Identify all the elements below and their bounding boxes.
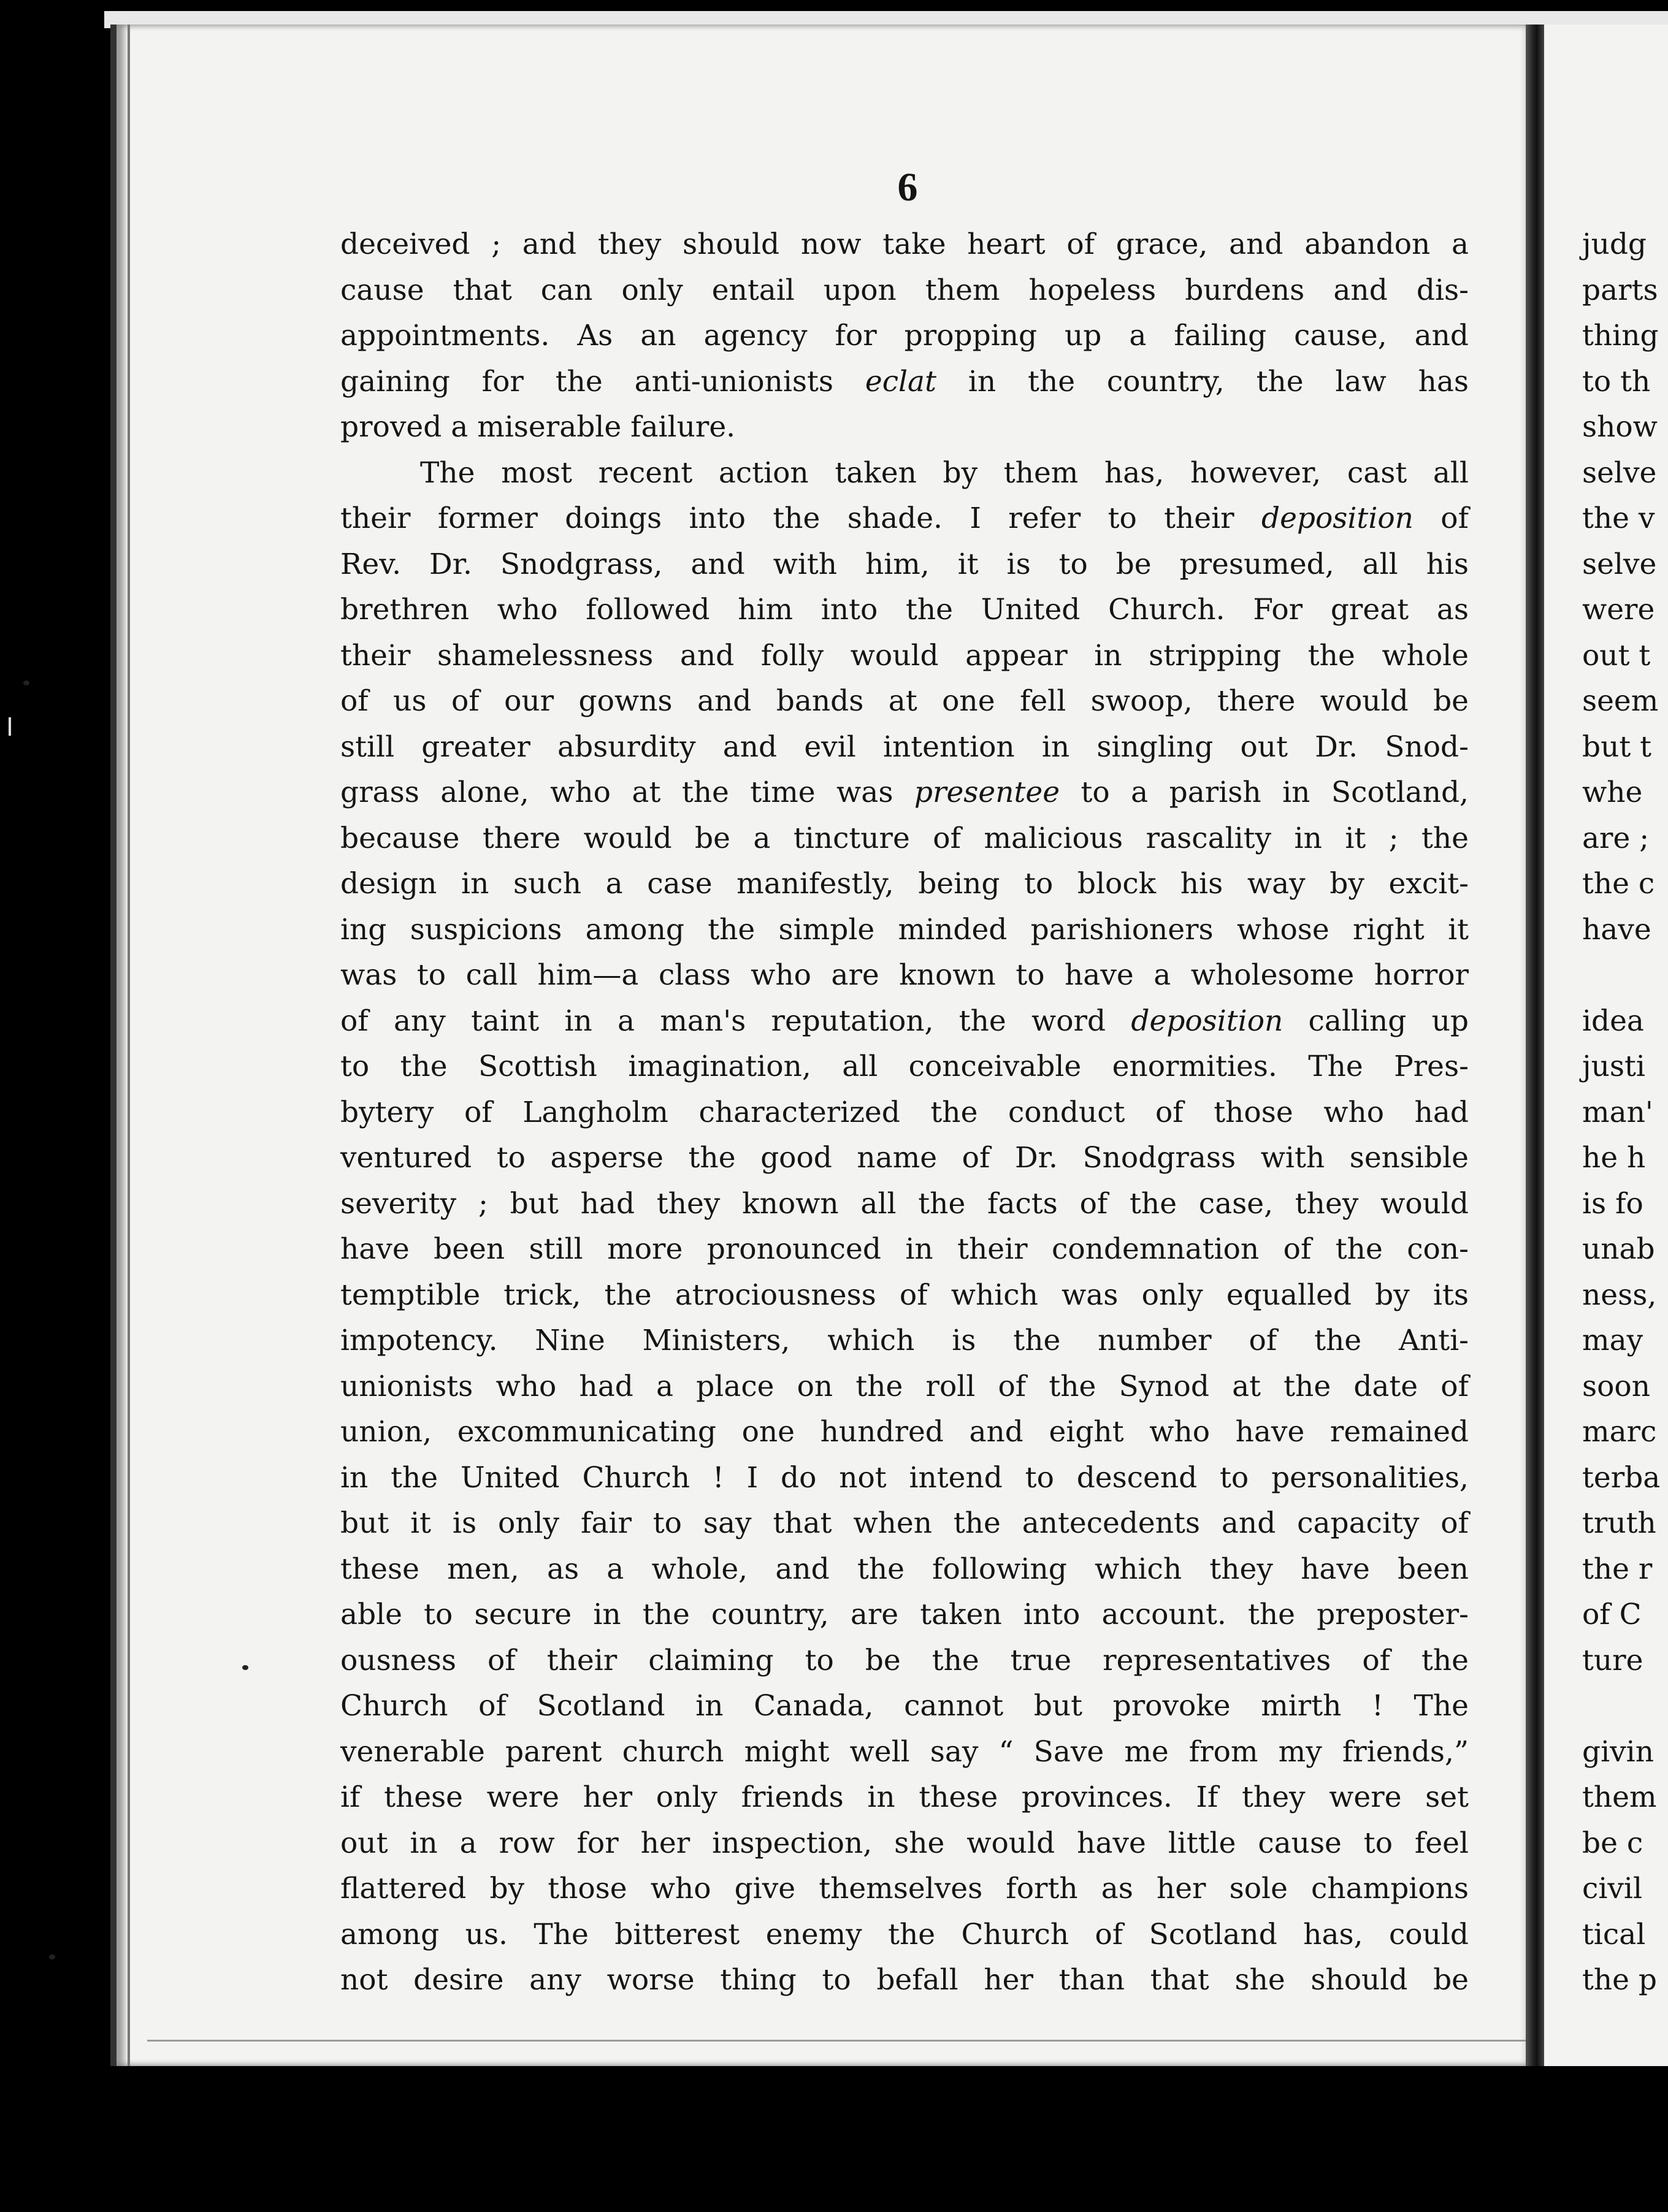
text-line: of any taint in a man's reputation, the word deposition calling up (340, 1004, 1469, 1038)
fragment-line: is fo (1582, 1186, 1643, 1221)
speck-mark (49, 1955, 55, 1959)
text-line: appointments. As an agency for propping up a failing cause, and (340, 319, 1469, 353)
text-line: to the Scottish imagination, all conceivable enormities. The Pres- (340, 1050, 1469, 1083)
fragment-line: of C (1582, 1598, 1642, 1631)
margin-tick (9, 717, 11, 736)
text-line: Rev. Dr. Snodgrass, and with him, it is to be presumed, all his (340, 547, 1469, 581)
text-line: cause that can only entail upon them hopeless burdens and dis- (340, 273, 1469, 307)
fragment-line: tical (1582, 1917, 1646, 1951)
text-line: flattered by those who give themselves forth as her sole champions (340, 1872, 1469, 1905)
text-line: union, excommunicating one hundred and eight who have remained (340, 1415, 1469, 1449)
fragment-line: givin (1582, 1734, 1654, 1769)
fragment-line: marc (1582, 1415, 1657, 1449)
fragment-line: the v (1582, 502, 1655, 535)
fragment-line: idea (1582, 1004, 1644, 1038)
text-line: their former doings into the shade. I refer to their deposition of (340, 502, 1469, 535)
text-line: ousness of their claiming to be the true representatives of the (340, 1643, 1469, 1677)
fragment-line: were (1582, 593, 1655, 627)
fragment-line: seem (1582, 684, 1659, 718)
fragment-line: unab (1582, 1232, 1655, 1266)
text-line: if these were her only friends in these provinces. If they were set (340, 1780, 1469, 1814)
fragment-line: to th (1582, 364, 1651, 399)
text-line: severity ; but had they known all the facts of the case, they would (340, 1186, 1469, 1221)
fragment-line: judg (1582, 227, 1647, 261)
text-line: proved a miserable failure. (340, 410, 736, 444)
text-line: but it is only fair to say that when the antecedents and capacity of (340, 1506, 1469, 1540)
book-gutter (1526, 25, 1544, 2066)
fragment-line: justi (1582, 1050, 1645, 1083)
text-line: among us. The bitterest enemy the Church of Scotland has, could (340, 1917, 1469, 1951)
fragment-line (1582, 1684, 1668, 1730)
fragment-line: them (1582, 1780, 1657, 1814)
fragment-line: out t (1582, 638, 1651, 673)
fragment-line: have (1582, 912, 1651, 947)
text-line: in the United Church ! I do not intend to descend to personalities, (340, 1460, 1469, 1495)
right-page-text-fragments (1582, 222, 1668, 2004)
fragment-line: civil (1582, 1872, 1642, 1905)
fragment-line: selve (1582, 547, 1657, 581)
fragment-line: show (1582, 410, 1658, 444)
text-line: impotency. Nine Ministers, which is the number of the Anti- (340, 1324, 1469, 1357)
text-line: not desire any worse thing to befall her than that she should be (340, 1963, 1469, 1997)
text-line: gaining for the anti-unionists eclat in the country, the law has (340, 364, 1469, 399)
speck-mark (23, 681, 29, 685)
fragment-line: may (1582, 1324, 1643, 1357)
fragment-line: truth (1582, 1506, 1656, 1540)
text-line: of us of our gowns and bands at one fell swoop, there would be (340, 684, 1469, 718)
fragment-line: parts (1582, 273, 1658, 307)
fragment-line (1582, 953, 1668, 999)
text-line: The most recent action taken by them has, however, cast all (420, 456, 1469, 490)
text-line: design in such a case manifestly, being to block his way by excit- (340, 867, 1469, 901)
text-line: unionists who had a place on the roll of the Synod at the date of (340, 1369, 1469, 1403)
text-line: deceived ; and they should now take heart of grace, and abandon a (340, 227, 1469, 261)
text-line: ing suspicions among the simple minded parishioners whose right it (340, 912, 1469, 947)
fragment-line: ness, (1582, 1278, 1657, 1312)
text-line: was to call him—a class who are known to have a wholesome horror (340, 958, 1469, 992)
fragment-line: terba (1582, 1460, 1661, 1495)
text-line: out in a row for her inspection, she would have little cause to feel (340, 1826, 1469, 1860)
text-line: still greater absurdity and evil intention in singling out Dr. Snod- (340, 730, 1469, 764)
fragment-line: the c (1582, 867, 1655, 901)
fragment-line: be c (1582, 1826, 1643, 1860)
fragment-line: the p (1582, 1963, 1657, 1997)
text-line: because there would be a tincture of malicious rascality in it ; the (340, 821, 1469, 855)
fragment-line: soon (1582, 1369, 1650, 1403)
text-line: able to secure in the country, are taken into account. the preposter- (340, 1598, 1469, 1631)
text-line: these men, as a whole, and the following which they have been (340, 1552, 1469, 1586)
text-line: ventured to asperse the good name of Dr. Snodgrass with sensible (340, 1141, 1469, 1175)
body-text (340, 222, 1469, 2004)
page-number: 6 (897, 165, 918, 210)
speck-mark (242, 1665, 248, 1670)
text-line: grass alone, who at the time was presentee to a parish in Scotland, (340, 776, 1469, 809)
text-line: their shamelessness and folly would appear in stripping the whole (340, 638, 1469, 673)
text-line: have been still more pronounced in their condemnation of the con- (340, 1232, 1469, 1266)
text-line: temptible trick, the atrociousness of which was only equalled by its (340, 1278, 1469, 1312)
fragment-line: the r (1582, 1552, 1653, 1586)
fragment-line: are ; (1582, 821, 1650, 855)
fragment-line: man' (1582, 1095, 1653, 1129)
text-line: venerable parent church might well say “ Save me from my friends,” (340, 1734, 1469, 1769)
fragment-line: thing (1582, 319, 1659, 353)
fragment-line: but t (1582, 730, 1652, 764)
text-line: Church of Scotland in Canada, cannot but provoke mirth ! The (340, 1689, 1469, 1723)
text-line: brethren who followed him into the United Church. For great as (340, 593, 1469, 627)
fragment-line: ture (1582, 1643, 1643, 1677)
fragment-line: whe (1582, 776, 1643, 809)
text-line: bytery of Langholm characterized the conduct of those who had (340, 1095, 1469, 1129)
fragment-line: he h (1582, 1141, 1646, 1175)
fragment-line: selve (1582, 456, 1657, 490)
